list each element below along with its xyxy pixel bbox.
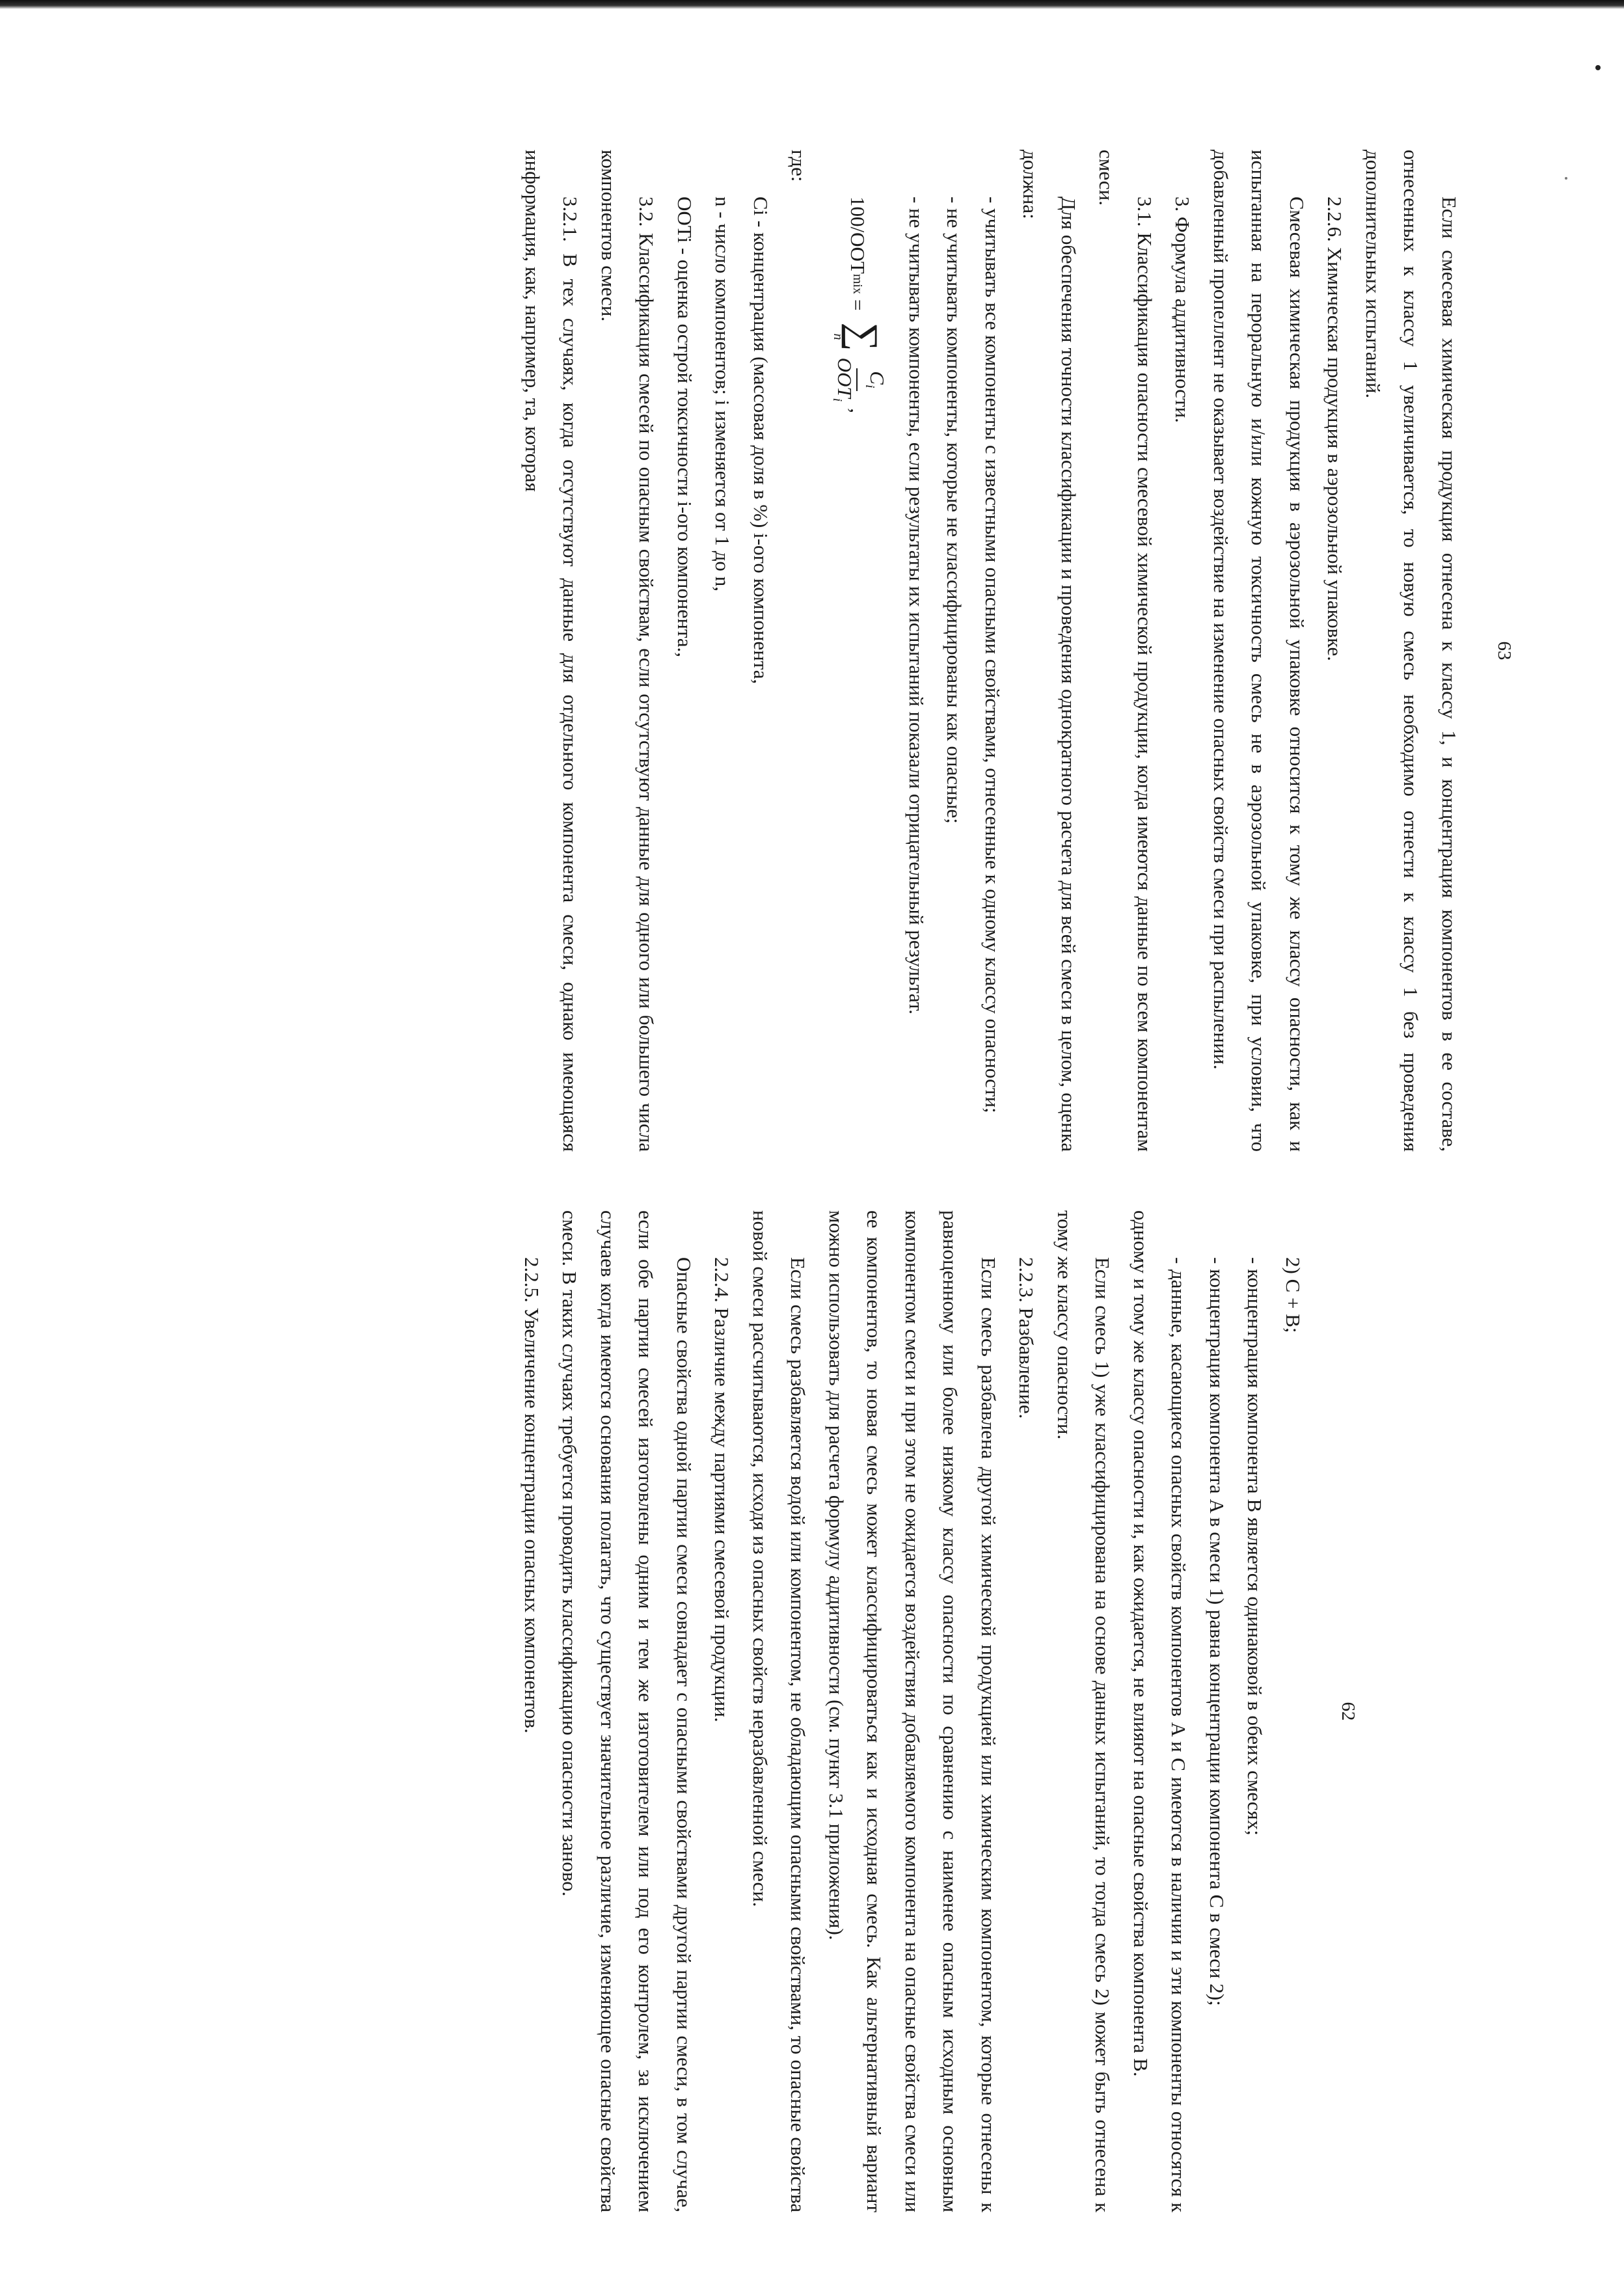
paragraph: Смесевая химическая продукция в аэрозольной упаковке относится к тому же классу опасности, как и испытанная на пероральную и/или кожную токсичность смесь не в аэрозольной упаковке, при условии, что добавленный пропеллент не оказывает воздействие на изменение опасных свойств смеси при распылении. bbox=[1210, 150, 1308, 1152]
list-item: 2) C + B; bbox=[1282, 1257, 1305, 1333]
section-heading: 2.2.3. Разбавление. bbox=[1015, 1257, 1038, 1419]
page-63 bbox=[521, 150, 1516, 1152]
formula-lhs-subscript: mix bbox=[850, 273, 865, 294]
scan-speck bbox=[1565, 177, 1567, 180]
paragraph: Если смесевая химическая продукция отнесена к классу 1, и концентрация компонентов в ее составе, отнесенных к классу 1 увеличивается, то новую смесь необходимо отнести к классу 1 без проведения дополнительных испытаний. bbox=[1362, 150, 1461, 1152]
list-item: - не учитывать компоненты, которые не классифицированы как опасные; bbox=[943, 197, 966, 824]
paragraph: Если смесь разбавлена другой химической продукцией или химическим компонентом, которые отнесены к равноценному или более низкому классу опасности по сравнению с наименее опасным исходным основным компонентом смеси и при этом не ожидается воздействия добавляемого компонента на опасные свойства смеси или ее компонентов, то новая смесь может классифицироваться как и исходная смесь. Как альтернативный вариант можно использовать для расчета формулу аддитивности (см. пункт 3.1 приложения). bbox=[825, 1210, 1000, 2212]
summation-symbol bbox=[831, 322, 886, 351]
list-item: - не учитывать компоненты, если результаты их испытаний показали отрицательный результат. bbox=[905, 197, 928, 1014]
paragraph: 3.2.1. В тех случаях, когда отсутствуют данные для отдельного компонента смеси, однако имеющаяся информация, как, например, та, которая bbox=[521, 150, 582, 1152]
paragraph: Для обеспечения точности классификации и проведения однократного расчета для всей смеси в целом, оценка должна: bbox=[1019, 150, 1080, 1152]
paragraph: 3.1. Классификация опасности смесевой химической продукции, когда имеются данные по всем компонентам смеси. bbox=[1095, 150, 1156, 1152]
section-heading: 2.2.6. Химическая продукция в аэрозольной упаковке. bbox=[1323, 197, 1347, 662]
sigma-icon: ∑ bbox=[841, 322, 886, 351]
formula-where-label: где: bbox=[787, 150, 811, 182]
scan-speck bbox=[1595, 65, 1601, 70]
list-item: - концентрация компонента A в смеси 1) равна концентрации компонента C в смеси 2); bbox=[1206, 1257, 1228, 2006]
paragraph: 3.2. Классификация смесей по опасным свойствам, если отсутствуют данные для одного или большего числа компонентов смеси. bbox=[597, 150, 658, 1152]
page-62 bbox=[521, 1210, 1360, 2212]
paragraph: Опасные свойства одной партии смеси совпадает с опасными свойствами другой партии смеси, в том случае, если обе партии смесей изготовлены одним и тем же изготовителем или под его контролем, за исключением случаев когда имеются основания полагать, что существует значительное различие, изменяющее опасные свойства смеси. В таких случаях требуется проводить классификацию опасности заново. bbox=[558, 1210, 696, 2212]
list-item: - данные, касающиеся опасных свойств компонентов A и C имеются в наличии и эти компоненты относятся к одному и тому же классу опасности и, как ожидается, не влияют на опасные свойства компонента B. bbox=[1130, 1210, 1191, 2212]
section-heading: 2.2.4. Различие между партиями смесевой продукции. bbox=[710, 1257, 734, 1722]
fraction-denominator: $OOT_i$ bbox=[830, 357, 857, 402]
formula-equals: = bbox=[846, 299, 869, 311]
additivity-formula bbox=[822, 197, 893, 1152]
formula-definition: OOTi - оценка острой токсичности i-ого компонента., bbox=[673, 197, 696, 658]
sigma-subscript: n bbox=[831, 333, 846, 340]
list-item: - учитывать все компоненты с известными опасными свойствами, отнесенные к одному классу опасности; bbox=[981, 197, 1004, 1113]
formula-definition: Ci - концентрация (массовая доля в %) i-ого компонента, bbox=[750, 197, 772, 685]
list-item: - концентрация компонента B является одинаковой в обеих смесях; bbox=[1243, 1257, 1267, 1836]
page-number: 63 bbox=[1494, 641, 1515, 660]
paragraph: Если смесь 1) уже классифицирована на основе данных испытаний, то тогда смесь 2) может быть отнесена к тому же классу опасности. bbox=[1053, 1210, 1115, 2212]
page-number: 62 bbox=[1338, 1702, 1359, 1721]
formula-definition: n - число компонентов; i изменяется от 1 до n, bbox=[711, 197, 735, 592]
paragraph: Если смесь разбавляется водой или компонентом, не обладающим опасными свойствами, то опасные свойства новой смеси рассчитываются, исходя из опасных свойств неразбавленной смеси. bbox=[749, 1210, 810, 2212]
formula-tail: , bbox=[846, 408, 869, 413]
fraction-numerator: $C_i$ bbox=[857, 368, 889, 390]
formula-lhs: 100/OOT bbox=[846, 197, 869, 274]
scan-top-edge bbox=[0, 0, 1624, 9]
section-heading: 3. Формула аддитивности. bbox=[1171, 197, 1195, 423]
section-heading: 2.2.5. Увеличение концентрации опасных компонентов. bbox=[521, 1257, 543, 1733]
formula-fraction bbox=[826, 355, 888, 405]
